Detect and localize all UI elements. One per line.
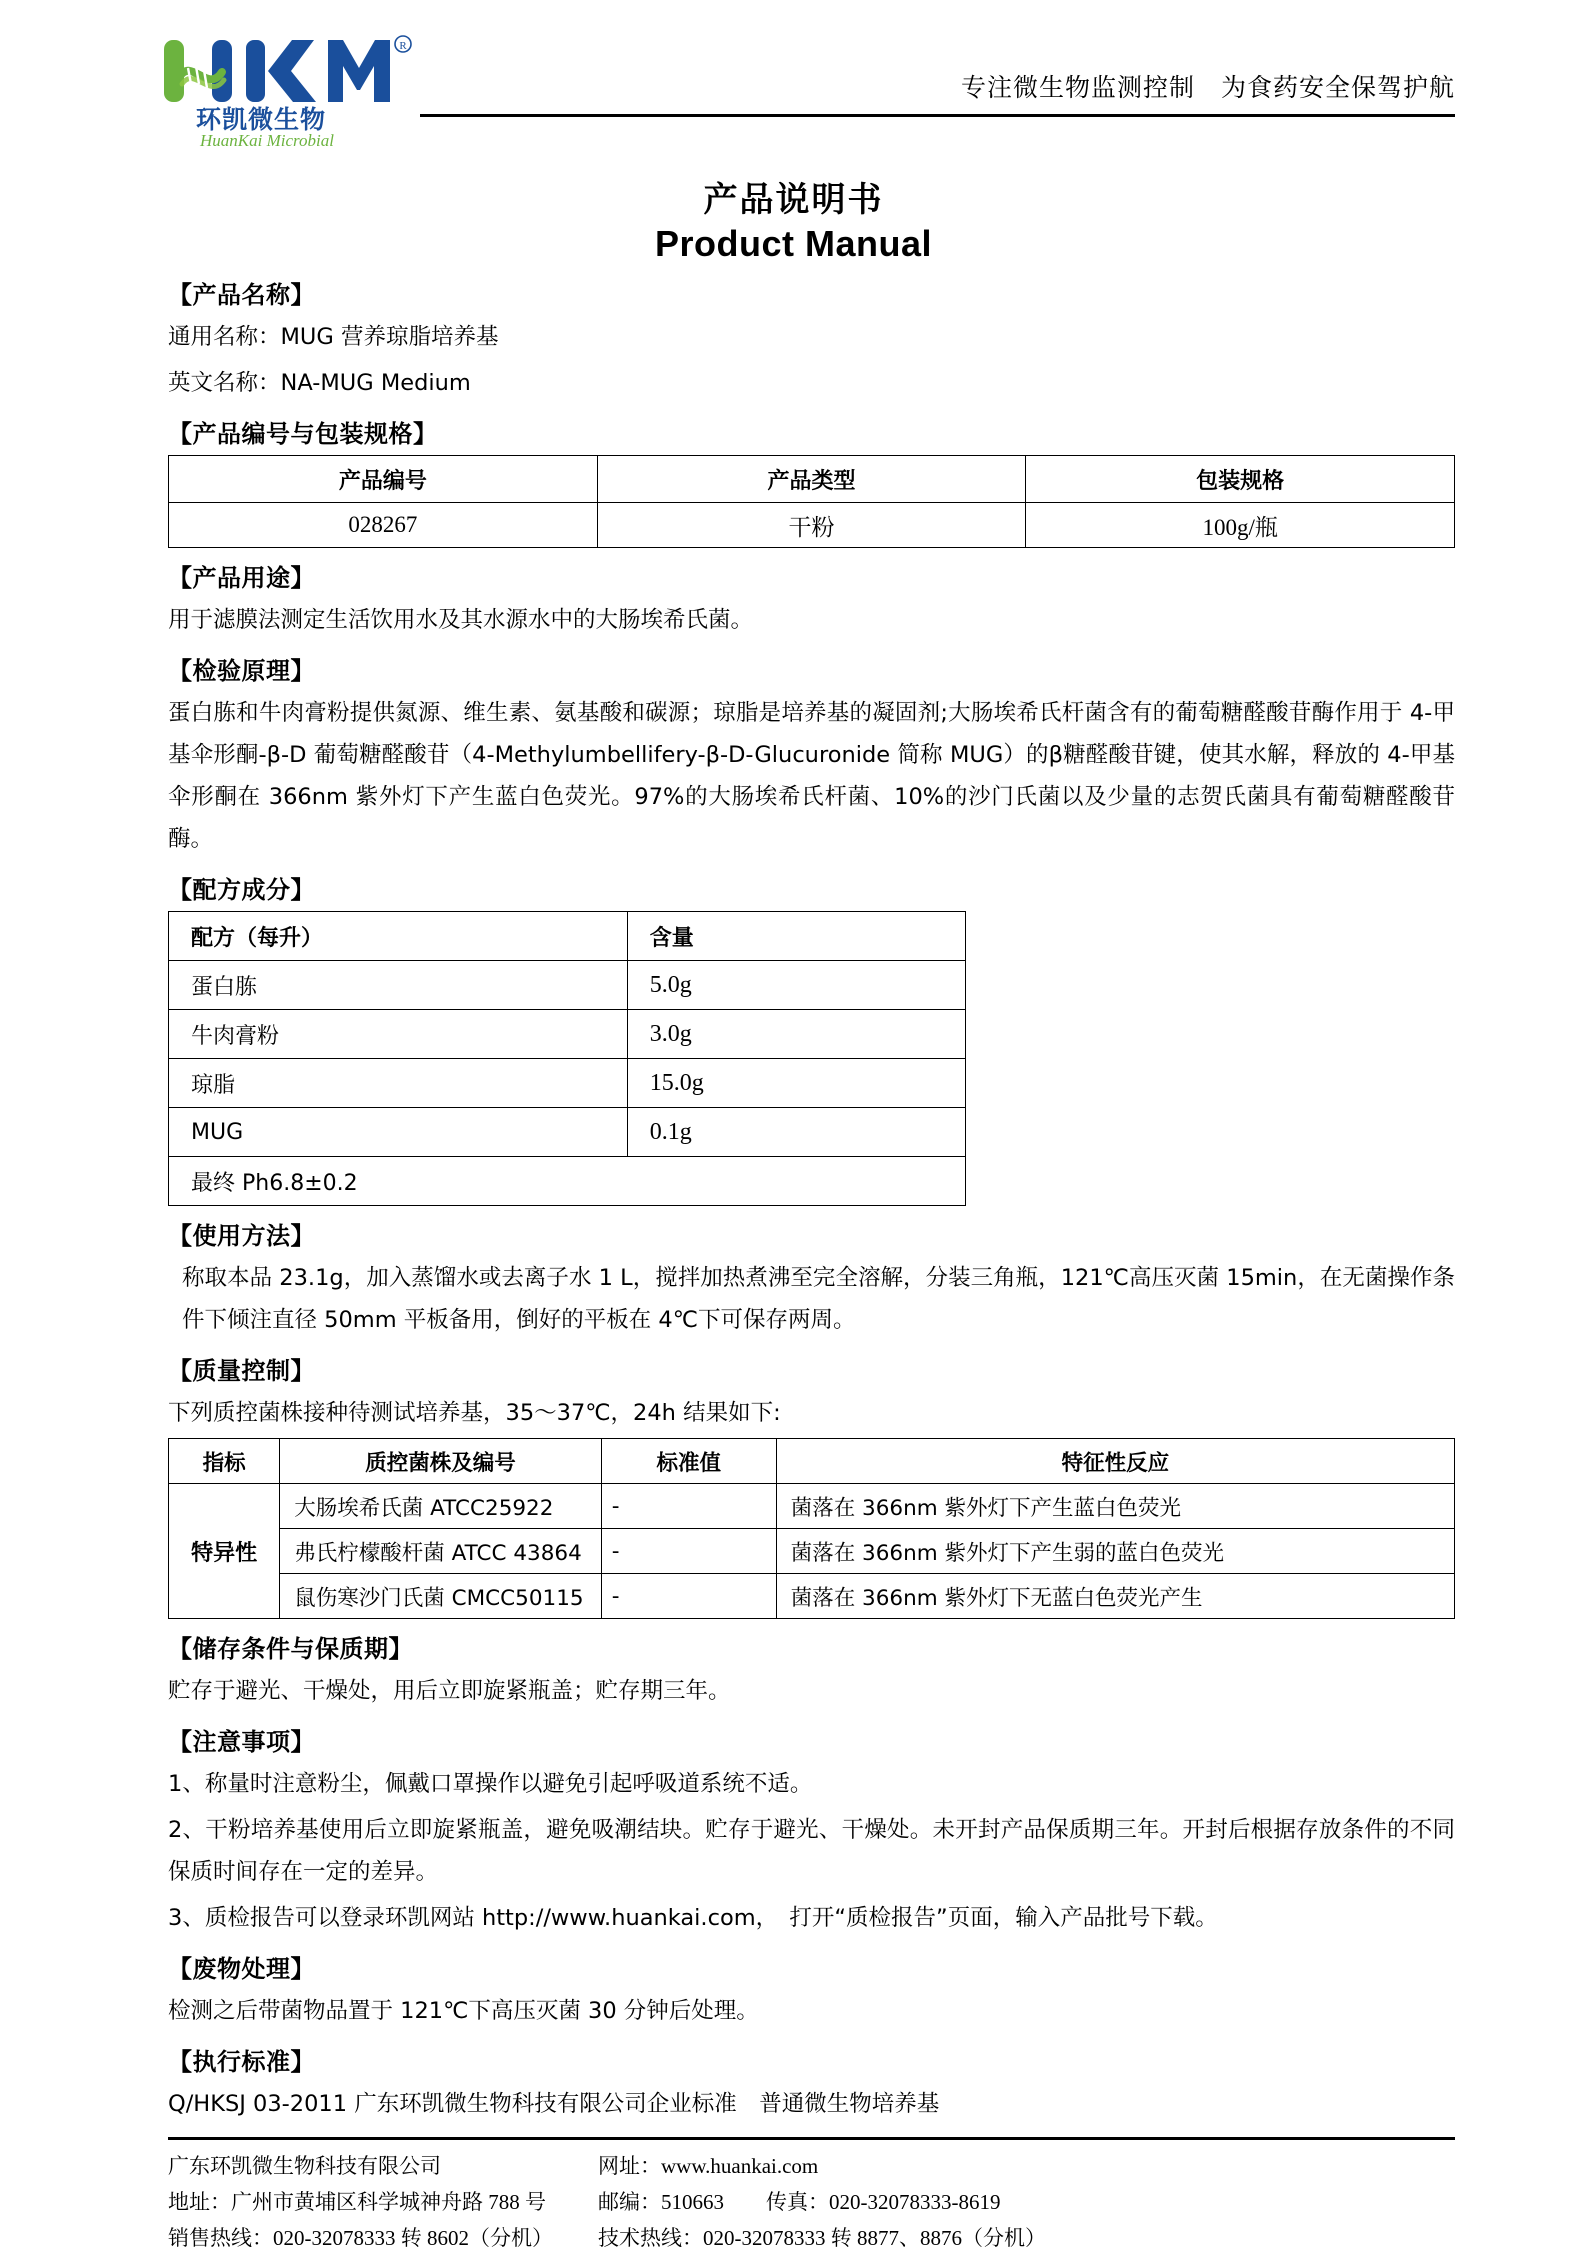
formula-table <box>168 911 966 1206</box>
english-name-text: 英文名称：NA-MUG Medium <box>168 370 471 396</box>
footer-company: 广东环凯微生物科技有限公司 <box>168 2154 441 2178</box>
hkm-logo-icon <box>160 28 430 150</box>
col-product-type: 产品类型 <box>597 456 1026 503</box>
footer-sales-hotline: 销售热线：020-32078333 转 8602（分机） <box>168 2226 553 2250</box>
cell-amount: 15.0g <box>627 1059 965 1108</box>
section-heading-precautions: 【注意事项】 <box>168 1728 315 1756</box>
cell-package-spec: 100g/瓶 <box>1026 503 1455 548</box>
page-title-en: Product Manual <box>654 223 933 264</box>
table-row <box>169 1108 966 1157</box>
cell-reaction: 菌落在 366nm 紫外灯下产生蓝白色荧光 <box>776 1484 1454 1529</box>
page-title-cn: 产品说明书 <box>703 180 884 220</box>
section-heading-usage: 【使用方法】 <box>168 1222 315 1250</box>
section-heading-standard: 【执行标准】 <box>168 2048 315 2076</box>
table-header-row <box>169 456 1455 503</box>
section-heading-storage: 【储存条件与保质期】 <box>168 1635 413 1663</box>
cell-strain: 弗氏柠檬酸杆菌 ATCC 43864 <box>280 1529 602 1574</box>
waste-text: 检测之后带菌物品置于 121℃下高压灭菌 30 分钟后处理。 <box>168 1998 759 2024</box>
svg-text:HuanKai Microbial: HuanKai Microbial <box>200 131 334 150</box>
cell-ingredient: 琼脂 <box>169 1059 628 1108</box>
footer-postal-fax: 邮编：510663 传真：020-32078333-8619 <box>598 2190 1001 2214</box>
cell-product-type: 干粉 <box>597 503 1026 548</box>
cell-amount: 0.1g <box>627 1108 965 1157</box>
company-logo <box>160 28 430 150</box>
purpose-text: 用于滤膜法测定生活饮用水及其水源水中的大肠埃希氏菌。 <box>168 607 754 633</box>
table-row <box>169 1484 1455 1529</box>
footer-tech-hotline: 技术热线：020-32078333 转 8877、8876（分机） <box>598 2226 1046 2250</box>
section-heading-formula: 【配方成分】 <box>168 876 315 904</box>
cell-index-specificity: 特异性 <box>169 1484 280 1619</box>
footer-divider <box>168 2137 1455 2140</box>
footer-website: 网址：www.huankai.com <box>598 2154 819 2178</box>
svg-text:R: R <box>399 40 407 52</box>
cell-standard-value: - <box>601 1529 776 1574</box>
cell-ingredient: MUG <box>169 1108 628 1157</box>
quality-control-table <box>168 1438 1455 1619</box>
table-row <box>169 1010 966 1059</box>
spec-table <box>168 455 1455 548</box>
footer-address: 地址：广州市黄埔区科学城神舟路 788 号 <box>168 2190 546 2214</box>
col-characteristic-reaction: 特征性反应 <box>776 1439 1454 1484</box>
usage-text: 称取本品 23.1g，加入蒸馏水或去离子水 1 L，搅拌加热煮沸至完全溶解，分装三角瓶，121℃高压灭菌 15min，在无菌操作条件下倾注直径 50mm 平板备用，倒好的平板在 4℃下可保存两周。 <box>182 1265 1455 1333</box>
section-heading-product-name: 【产品名称】 <box>168 281 315 309</box>
col-package-spec: 包装规格 <box>1026 456 1455 503</box>
cell-strain: 大肠埃希氏菌 ATCC25922 <box>280 1484 602 1529</box>
section-heading-code-spec: 【产品编号与包装规格】 <box>168 420 438 448</box>
col-product-code: 产品编号 <box>169 456 598 503</box>
cell-final-ph: 最终 Ph6.8±0.2 <box>169 1157 966 1206</box>
header-tagline: 专注微生物监测控制 为食药安全保驾护航 <box>960 73 1455 102</box>
section-heading-waste: 【废物处理】 <box>168 1955 315 1983</box>
col-index: 指标 <box>169 1439 280 1484</box>
standard-text: Q/HKSJ 03-2011 广东环凯微生物科技有限公司企业标准 普通微生物培养基 <box>168 2091 940 2117</box>
table-row <box>169 503 1455 548</box>
cell-amount: 5.0g <box>627 961 965 1010</box>
cell-product-code: 028267 <box>169 503 598 548</box>
table-row <box>169 1059 966 1108</box>
table-row <box>169 1574 1455 1619</box>
document-body <box>0 275 1587 2256</box>
col-strain: 质控菌株及编号 <box>280 1439 602 1484</box>
cell-reaction: 菌落在 366nm 紫外灯下无蓝白色荧光产生 <box>776 1574 1454 1619</box>
col-standard-value: 标准值 <box>601 1439 776 1484</box>
section-heading-quality-control: 【质量控制】 <box>168 1357 315 1385</box>
quality-control-intro: 下列质控菌株接种待测试培养基，35～37℃，24h 结果如下: <box>168 1400 781 1426</box>
section-heading-purpose: 【产品用途】 <box>168 564 315 592</box>
cell-standard-value: - <box>601 1574 776 1619</box>
principle-text: 蛋白胨和牛肉膏粉提供氮源、维生素、氨基酸和碳源；琼脂是培养基的凝固剂;大肠埃希氏杆菌含有的葡萄糖醛酸苷酶作用于 4-甲基伞形酮-β-D 葡萄糖醛酸苷（4-Methylumbellifery-β-D-Glucuronide 简称 MUG）的β糖醛酸苷键，使其水解，释放的 4-甲基伞形酮在 366nm 紫外灯下产生蓝白色荧光。97%的大肠埃希氏杆菌、10%的沙门氏菌以及少量的志贺氏菌具有葡萄糖醛酸苷酶。 <box>168 700 1455 852</box>
col-formula-per-liter: 配方（每升） <box>169 912 628 961</box>
header-divider <box>420 114 1455 117</box>
cell-amount: 3.0g <box>627 1010 965 1059</box>
cell-strain: 鼠伤寒沙门氏菌 CMCC50115 <box>280 1574 602 1619</box>
cell-ingredient: 蛋白胨 <box>169 961 628 1010</box>
storage-text: 贮存于避光、干燥处，用后立即旋紧瓶盖；贮存期三年。 <box>168 1678 731 1704</box>
cell-standard-value: - <box>601 1484 776 1529</box>
table-footer-row <box>169 1157 966 1206</box>
precaution-item-1: 1、称量时注意粉尘，佩戴口罩操作以避免引起呼吸道系统不适。 <box>168 1771 813 1797</box>
footer-right-column <box>598 2148 1455 2256</box>
page-header <box>0 22 1587 150</box>
table-header-row <box>169 912 966 961</box>
precaution-item-3: 3、质检报告可以登录环凯网站 http://www.huankai.com， 打开“质检报告”页面，输入产品批号下载。 <box>168 1905 1218 1931</box>
cell-ingredient: 牛肉膏粉 <box>169 1010 628 1059</box>
product-manual-page <box>0 22 1587 2267</box>
svg-text:环凯微生物: 环凯微生物 <box>196 105 327 134</box>
page-footer <box>168 2148 1455 2256</box>
precaution-item-2: 2、干粉培养基使用后立即旋紧瓶盖，避免吸潮结块。贮存于避光、干燥处。未开封产品保质期三年。开封后根据存放条件的不同保质时间存在一定的差异。 <box>168 1817 1455 1885</box>
common-name-text: 通用名称：MUG 营养琼脂培养基 <box>168 324 499 350</box>
table-row <box>169 1529 1455 1574</box>
cell-reaction: 菌落在 366nm 紫外灯下产生弱的蓝白色荧光 <box>776 1529 1454 1574</box>
table-row <box>169 961 966 1010</box>
footer-left-column <box>168 2148 598 2256</box>
table-header-row <box>169 1439 1455 1484</box>
col-content: 含量 <box>627 912 965 961</box>
section-heading-principle: 【检验原理】 <box>168 657 315 685</box>
